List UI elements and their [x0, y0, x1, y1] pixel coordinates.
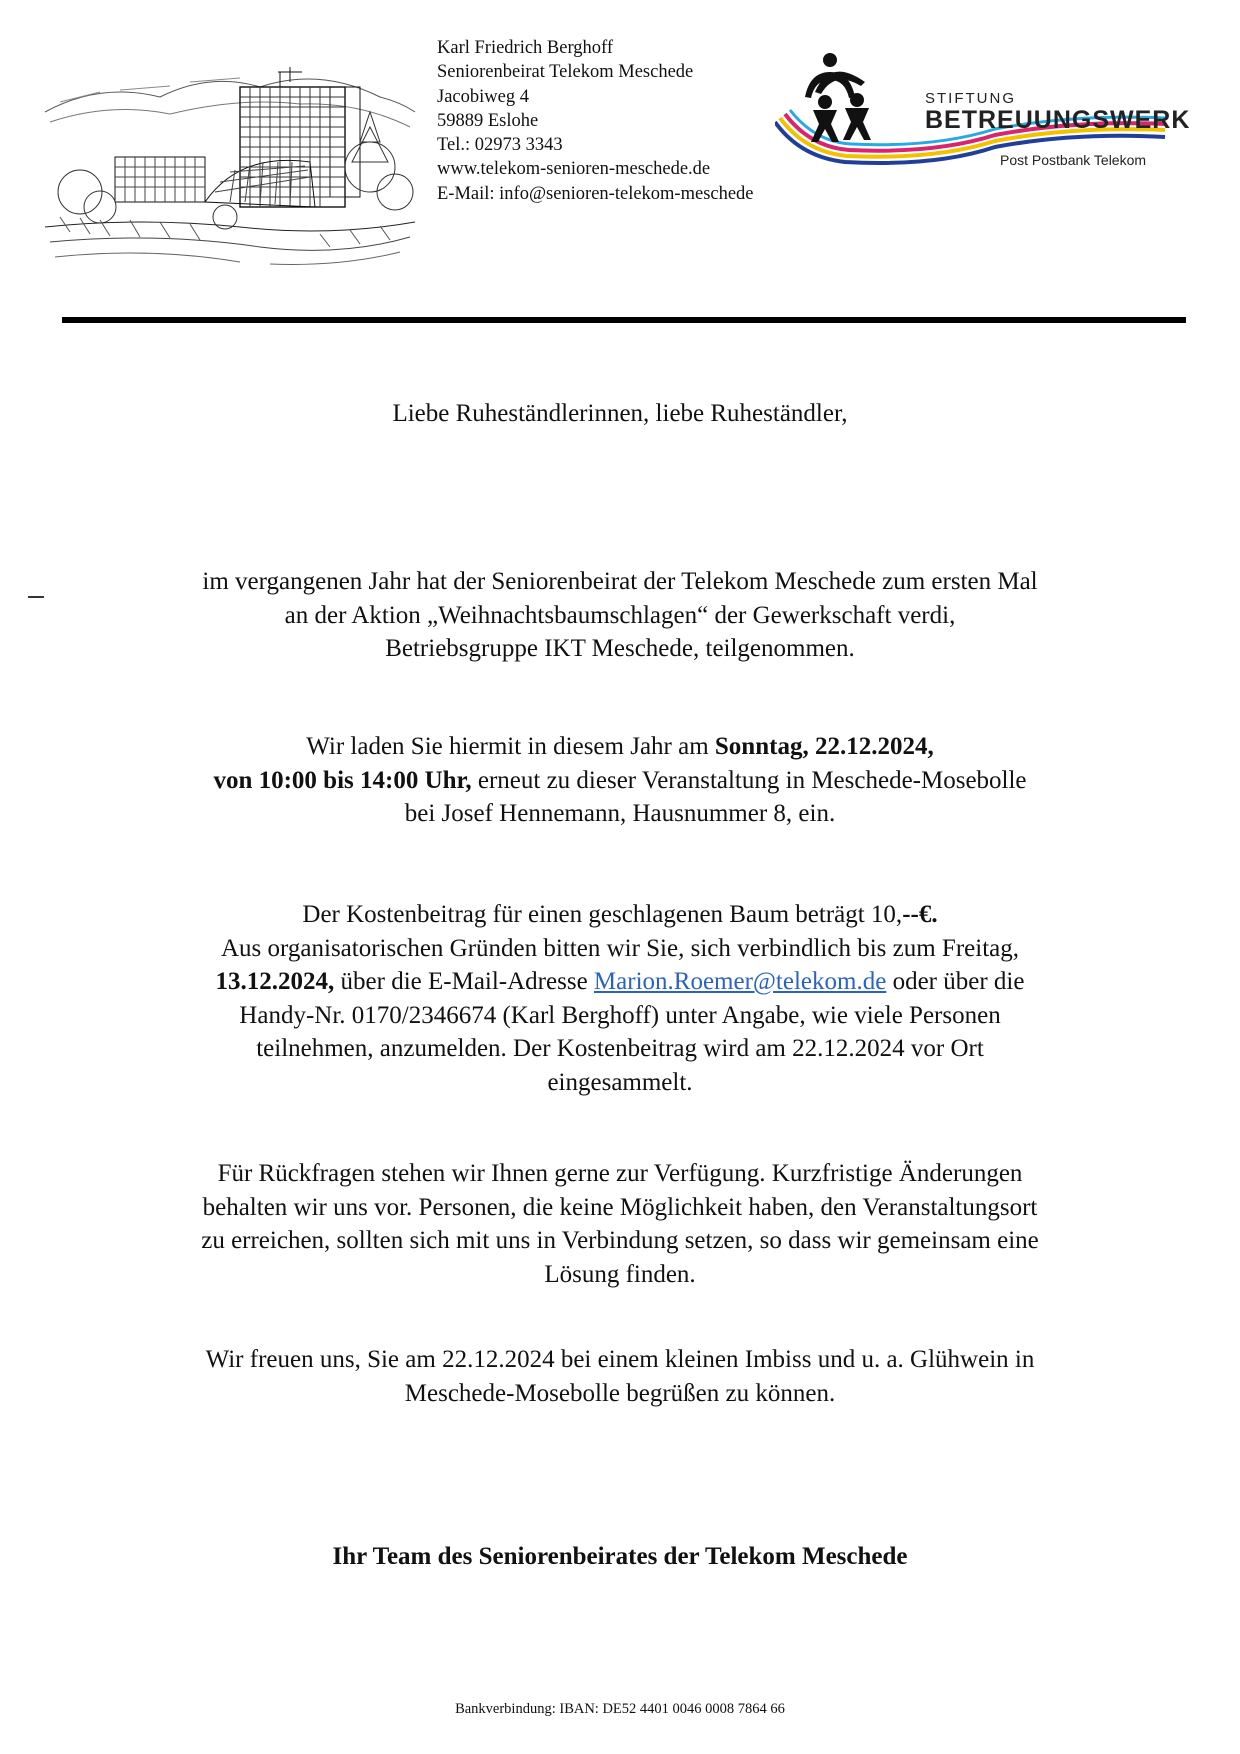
paragraph-welcome-line-1: Wir freuen uns, Sie am 22.12.2024 bei einem kleinen Imbiss und u. a. Glühwein in: [205, 1346, 1035, 1373]
paragraph-welcome-line-2: Meschede-Mosebolle begrüßen zu können.: [404, 1379, 836, 1407]
paragraph-registration-line-4: Handy-Nr. 0170/2346674 (Karl Berghoff) unter Angabe, wie viele Personen: [239, 1001, 1001, 1029]
paragraph-questions: [90, 1157, 1150, 1291]
registration-text: über die E-Mail-Adresse: [334, 968, 594, 995]
paragraph-intro: [90, 565, 1150, 666]
paragraph-invitation-line-1: [90, 730, 1150, 764]
letter-greeting: [90, 397, 1150, 431]
event-date: Sonntag, 22.12.2024,: [714, 733, 934, 760]
invitation-text: erneut zu dieser Veranstaltung in Meschede-Mosebolle: [471, 766, 1027, 794]
closing-signature: Ihr Team des Seniorenbeirates der Telekom Meschede: [332, 1543, 908, 1570]
paragraph-invitation-line-3: bei Josef Hennemann, Hausnummer 8, ein.: [404, 800, 836, 827]
cost-text: Der Kostenbeitrag für einen geschlagenen Baum beträgt 10,: [302, 901, 903, 928]
paragraph-intro-line-1: im vergangenen Jahr hat der Seniorenbeirat der Telekom Meschede zum ersten Mal: [202, 568, 1038, 595]
paragraph-questions-line-1: Für Rückfragen stehen wir Ihnen gerne zur Verfügung. Kurzfristige Änderungen: [217, 1160, 1023, 1187]
invitation-text: Wir laden Sie hiermit in diesem Jahr am: [306, 733, 715, 760]
paragraph-registration-line-3: [90, 965, 1150, 999]
margin-dash-mark: [28, 596, 44, 598]
registration-deadline: 13.12.2024,: [215, 968, 335, 995]
event-time: von 10:00 bis 14:00 Uhr,: [213, 766, 472, 794]
sender-email: E-Mail: info@senioren-telekom-meschede: [437, 183, 754, 204]
sender-address-block: [437, 36, 754, 206]
cost-suffix: --€.: [902, 901, 938, 928]
email-link[interactable]: Marion.Roemer@telekom.de: [593, 968, 887, 995]
registration-text: oder über die: [886, 968, 1025, 995]
paragraph-questions-line-3: zu erreichen, sollten sich mit uns in Verbindung setzen, so dass wir gemeinsam eine: [201, 1227, 1039, 1254]
building-sketch-illustration: [40, 42, 420, 272]
paragraph-registration: [90, 898, 1150, 1099]
paragraph-registration-line-5: teilnehmen, anzumelden. Der Kostenbeitrag wird am 22.12.2024 vor Ort: [256, 1035, 984, 1062]
paragraph-registration-line-1: [90, 898, 1150, 932]
sender-phone: Tel.: 02973 3343: [437, 135, 563, 156]
sender-street: Jacobiweg 4: [437, 86, 529, 107]
sender-website: www.telekom-senioren-meschede.de: [437, 159, 711, 180]
paragraph-invitation: [90, 730, 1150, 831]
logo-subtitle-text: Post Postbank Telekom: [1000, 152, 1147, 168]
paragraph-questions-line-2: behalten wir uns vor. Personen, die keine Möglichkeit haben, den Veranstaltungsort: [202, 1193, 1038, 1221]
greeting-text: Liebe Ruheständlerinnen, liebe Ruheständler,: [392, 400, 848, 427]
paragraph-intro-line-3: Betriebsgruppe IKT Meschede, teilgenommen.: [385, 635, 855, 662]
paragraph-intro-line-2: an der Aktion „Weihnachtsbaumschlagen“ der Gewerkschaft verdi,: [284, 601, 956, 629]
sender-name: Karl Friedrich Berghoff: [437, 38, 614, 58]
logo-stiftung-text: STIFTUNG: [925, 90, 1016, 107]
letter-closing: [90, 1540, 1150, 1574]
sender-city: 59889 Eslohe: [437, 110, 539, 131]
sender-organization: Seniorenbeirat Telekom Meschede: [437, 62, 694, 83]
paragraph-registration-line-2: Aus organisatorischen Gründen bitten wir Sie, sich verbindlich bis zum Freitag,: [221, 934, 1019, 962]
logo-betreuungswerk-text: BETREUUNGSWERK: [925, 106, 1191, 134]
header-divider: [62, 317, 1186, 323]
paragraph-questions-line-4: Lösung finden.: [544, 1260, 696, 1288]
paragraph-invitation-line-2: [90, 764, 1150, 798]
footer-bank-details: Bankverbindung: IBAN: DE52 4401 0046 0008 7864 66: [455, 1701, 785, 1717]
paragraph-welcome: [90, 1343, 1150, 1410]
paragraph-registration-line-6: eingesammelt.: [547, 1068, 693, 1096]
betreuungswerk-logo: [775, 52, 1191, 172]
